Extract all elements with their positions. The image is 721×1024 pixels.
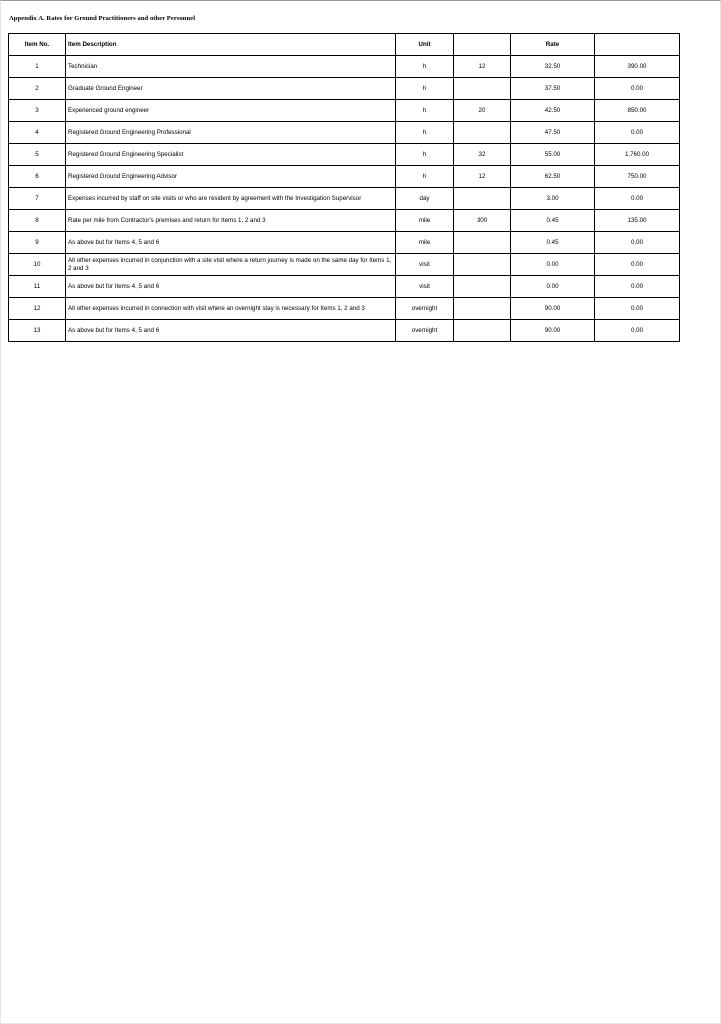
cell-item-no: 4 <box>9 122 66 144</box>
cell-item-no: 2 <box>9 78 66 100</box>
cell-description: Registered Ground Engineering Advisor <box>66 166 396 188</box>
cell-quantity <box>454 254 511 276</box>
cell-unit: h <box>396 78 454 100</box>
cell-unit: h <box>396 144 454 166</box>
cell-rate: 32.50 <box>511 56 595 78</box>
cell-description: Registered Ground Engineering Professional <box>66 122 396 144</box>
cell-item-no: 10 <box>9 254 66 276</box>
cell-rate: 42.50 <box>511 100 595 122</box>
cell-item-no: 7 <box>9 188 66 210</box>
header-item-no: Item No. <box>9 34 66 56</box>
cell-quantity <box>454 276 511 298</box>
cell-rate: 0.00 <box>511 276 595 298</box>
cell-unit: mile <box>396 210 454 232</box>
cell-amount: 0.00 <box>595 188 680 210</box>
cell-description: Technician <box>66 56 396 78</box>
cell-description: As above but for Items 4, 5 and 6 <box>66 320 396 342</box>
cell-item-no: 12 <box>9 298 66 320</box>
cell-unit: visit <box>396 254 454 276</box>
table-row <box>9 144 680 166</box>
cell-rate: 3.00 <box>511 188 595 210</box>
cell-description: As above but for Items 4, 5 and 6 <box>66 276 396 298</box>
cell-rate: 0.45 <box>511 210 595 232</box>
cell-unit: day <box>396 188 454 210</box>
cell-description: As above but for Items 4, 5 and 6 <box>66 232 396 254</box>
cell-amount: 0.00 <box>595 254 680 276</box>
cell-quantity: 300 <box>454 210 511 232</box>
cell-description: Rate per mile from Contractor's premises and return for Items 1, 2 and 3 <box>66 210 396 232</box>
cell-rate: 47.50 <box>511 122 595 144</box>
header-amount <box>595 34 680 56</box>
cell-amount: 0.00 <box>595 122 680 144</box>
cell-quantity <box>454 320 511 342</box>
table-row <box>9 276 680 298</box>
cell-unit: visit <box>396 276 454 298</box>
cell-item-no: 11 <box>9 276 66 298</box>
cell-unit: mile <box>396 232 454 254</box>
cell-unit: h <box>396 56 454 78</box>
cell-item-no: 9 <box>9 232 66 254</box>
cell-description: Registered Ground Engineering Specialist <box>66 144 396 166</box>
table-row <box>9 254 680 276</box>
cell-quantity <box>454 232 511 254</box>
cell-description: Experienced ground engineer <box>66 100 396 122</box>
cell-item-no: 13 <box>9 320 66 342</box>
cell-unit: h <box>396 122 454 144</box>
table-row <box>9 100 680 122</box>
cell-amount: 0.00 <box>595 232 680 254</box>
cell-item-no: 6 <box>9 166 66 188</box>
cell-unit: h <box>396 166 454 188</box>
cell-item-no: 1 <box>9 56 66 78</box>
cell-rate: 62.50 <box>511 166 595 188</box>
table-row <box>9 166 680 188</box>
cell-rate: 90.00 <box>511 320 595 342</box>
header-item-description: Item Description <box>66 34 396 56</box>
table-row <box>9 188 680 210</box>
cell-quantity: 12 <box>454 56 511 78</box>
cell-description: All other expenses incurred in connection with visit where an overnight stay is necessary for Items 1, 2 and 3 <box>66 298 396 320</box>
table-row <box>9 320 680 342</box>
cell-quantity <box>454 122 511 144</box>
cell-amount: 1,760.00 <box>595 144 680 166</box>
cell-item-no: 8 <box>9 210 66 232</box>
cell-unit: h <box>396 100 454 122</box>
cell-amount: 0.00 <box>595 78 680 100</box>
cell-rate: 0.00 <box>511 254 595 276</box>
cell-quantity <box>454 298 511 320</box>
table-row <box>9 78 680 100</box>
table-row <box>9 232 680 254</box>
table-header-row <box>9 34 680 56</box>
cell-rate: 0.45 <box>511 232 595 254</box>
cell-unit: overnight <box>396 320 454 342</box>
cell-description: Graduate Ground Engineer <box>66 78 396 100</box>
table-row <box>9 122 680 144</box>
cell-rate: 37.50 <box>511 78 595 100</box>
header-rate: Rate <box>511 34 595 56</box>
cell-quantity: 32 <box>454 144 511 166</box>
cell-rate: 55.00 <box>511 144 595 166</box>
cell-amount: 0.00 <box>595 298 680 320</box>
table-row <box>9 56 680 78</box>
cell-item-no: 3 <box>9 100 66 122</box>
cell-quantity <box>454 188 511 210</box>
cell-item-no: 5 <box>9 144 66 166</box>
cell-quantity <box>454 78 511 100</box>
cell-amount: 135.00 <box>595 210 680 232</box>
cell-quantity: 12 <box>454 166 511 188</box>
table-row <box>9 210 680 232</box>
cell-unit: overnight <box>396 298 454 320</box>
table-row <box>9 298 680 320</box>
cell-amount: 850.00 <box>595 100 680 122</box>
cell-rate: 90.00 <box>511 298 595 320</box>
cell-description: All other expenses incurred in conjunction with a site visit where a return journey is made on the same day for Items 1, 2 and 3 <box>66 254 396 276</box>
rates-table <box>8 33 680 342</box>
cell-amount: 750.00 <box>595 166 680 188</box>
cell-quantity: 20 <box>454 100 511 122</box>
table-body <box>9 56 680 342</box>
cell-amount: 0.00 <box>595 276 680 298</box>
cell-amount: 0.00 <box>595 320 680 342</box>
cell-amount: 390.00 <box>595 56 680 78</box>
appendix-heading: Appendix A. Rates for Ground Practitioners and other Personnel <box>9 15 196 22</box>
header-unit: Unit <box>396 34 454 56</box>
cell-description: Expenses incurred by staff on site visits or who are resident by agreement with the Investigation Supervisor <box>66 188 396 210</box>
header-quantity <box>454 34 511 56</box>
